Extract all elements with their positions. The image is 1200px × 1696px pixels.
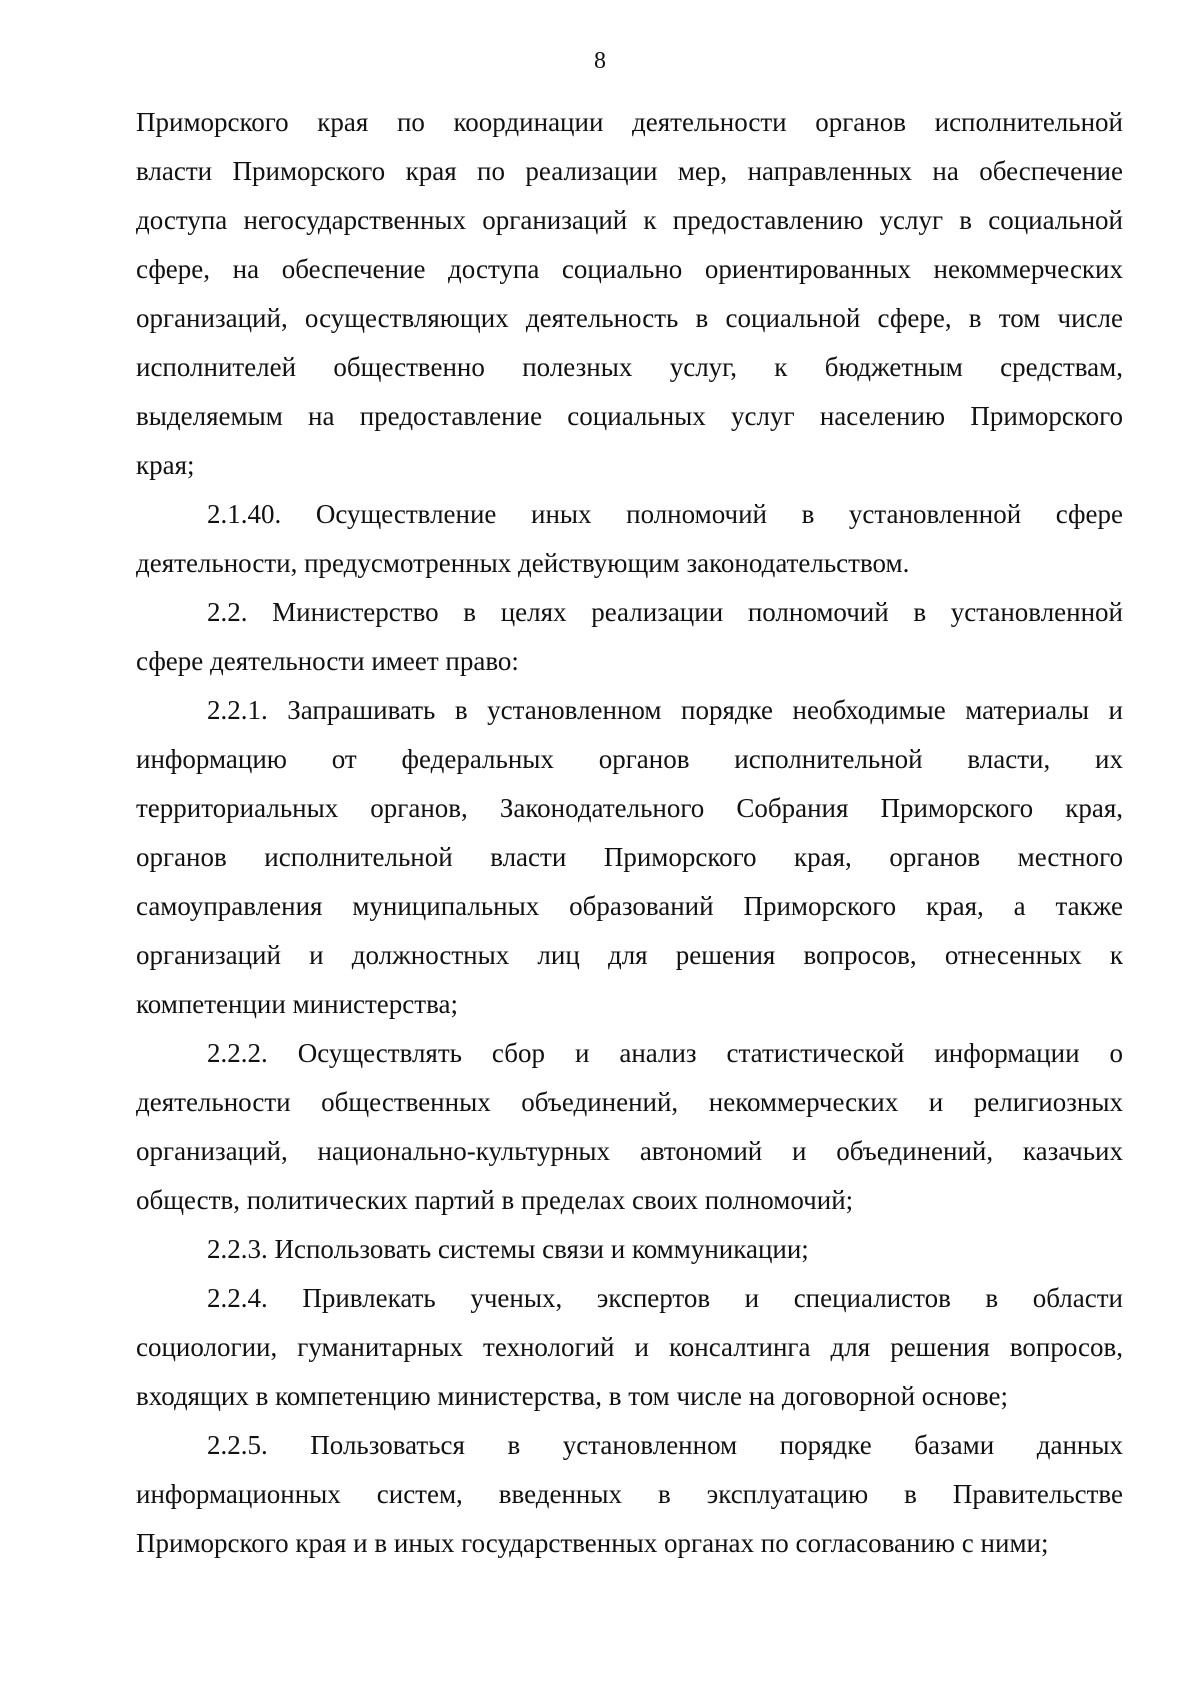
text-line: власти Приморского края по реализации мер, направленных на обеспечение [136, 156, 1123, 186]
paragraph-2-2-2 [136, 1029, 1123, 1225]
text-line: 2.2.3. Использовать системы связи и коммуникации; [207, 1234, 809, 1264]
text-line: Приморского края и в иных государственных органах по согласованию с ними; [136, 1528, 1049, 1558]
text-line: доступа негосударственных организаций к предоставлению услуг в социальной [136, 205, 1123, 235]
paragraph-continuation [136, 98, 1123, 490]
text-line: 2.2.5. Пользоваться в установленном порядке базами данных [207, 1430, 1123, 1460]
page-number: 8 [594, 48, 606, 74]
text-line: сфере, на обеспечение доступа социально ориентированных некоммерческих [136, 254, 1123, 284]
text-line: 2.2.4. Привлекать ученых, экспертов и специалистов в области [207, 1283, 1123, 1313]
paragraph-2-2-4 [136, 1274, 1123, 1421]
paragraph-2-2-1 [136, 686, 1123, 1029]
text-line: выделяемым на предоставление социальных услуг населению Приморского [136, 401, 1123, 431]
text-line: самоуправления муниципальных образований Приморского края, а также [136, 891, 1123, 921]
text-line: органов исполнительной власти Приморского края, органов местного [136, 842, 1123, 872]
text-line: информационных систем, введенных в эксплуатацию в Правительстве [136, 1479, 1123, 1509]
text-line: организаций, национально-культурных автономий и объединений, казачьих [136, 1136, 1123, 1166]
text-line: информацию от федеральных органов исполнительной власти, их [136, 744, 1123, 774]
text-line: 2.2. Министерство в целях реализации полномочий в установленной [207, 597, 1123, 627]
paragraph-2-2-3 [136, 1225, 1123, 1274]
paragraph-2-1-40 [136, 490, 1123, 588]
text-line: 2.1.40. Осуществление иных полномочий в установленной сфере [207, 499, 1123, 529]
text-line: территориальных органов, Законодательного Собрания Приморского края, [136, 793, 1123, 823]
text-line: входящих в компетенцию министерства, в том числе на договорной основе; [136, 1381, 1008, 1411]
text-line: обществ, политических партий в пределах своих полномочий; [136, 1185, 854, 1215]
text-line: деятельности общественных объединений, некоммерческих и религиозных [136, 1087, 1123, 1117]
text-line: организаций и должностных лиц для решения вопросов, отнесенных к [136, 940, 1123, 970]
text-line: социологии, гуманитарных технологий и консалтинга для решения вопросов, [136, 1332, 1123, 1362]
paragraph-2-2-5 [136, 1421, 1123, 1568]
text-line: деятельности, предусмотренных действующим законодательством. [136, 548, 910, 578]
text-line: края; [136, 450, 195, 480]
text-line: компетенции министерства; [136, 989, 458, 1019]
text-line: организаций, осуществляющих деятельность в социальной сфере, в том числе [136, 303, 1123, 333]
text-line: сфере деятельности имеет право: [136, 646, 519, 676]
text-line: Приморского края по координации деятельности органов исполнительной [136, 107, 1123, 137]
text-line: исполнителей общественно полезных услуг, к бюджетным средствам, [136, 352, 1123, 382]
text-line: 2.2.2. Осуществлять сбор и анализ статистической информации о [207, 1038, 1123, 1068]
paragraph-2-2 [136, 588, 1123, 686]
document-body [136, 98, 1123, 1568]
text-line: 2.2.1. Запрашивать в установленном порядке необходимые материалы и [207, 695, 1123, 725]
